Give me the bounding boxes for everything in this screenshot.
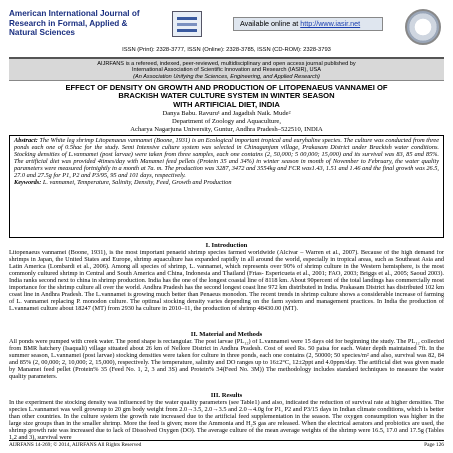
title-line-2: BRACKISH WATER CULTURE SYSTEM IN WINTER SEASON (118, 91, 335, 101)
methods-heading: II. Material and Methods (190, 331, 263, 338)
abstract-box (9, 135, 444, 238)
keywords-line (14, 180, 439, 187)
title-line-3: WITH ARTIFICIAL DIET, INDIA (173, 99, 280, 109)
keywords-label: Keywords: (14, 178, 42, 186)
results-paragraph: In the experiment the stocking density was influenced by the water quality parameters (see Table1) and also, indicated the reduction of survival rate at higher densities. The species L.vannamei was well grownup to 20 gm body weight from 2.0→3.5, 2.0→3.5 and 2.0→4.0g for P1, P2 and P3/15 days in Indian climate conditions, which is better than other countries. In the culture system the growth rate increased due to the artificial feed supplementation in the season. The oxygen consumption was higher in the large size groups than in the smaller shrimp. More the feed is given; more the Ammonia and H₂S gas are released. When the electrical aerators and probiotics are used, the shrimp growth rate was increased due to lack of Dissolved Oxygen (DO). The average culture of the mean average weights of the shrimp were 16.5, 17.0 and 17.5g (Tables 1,2 and 3), survival were (9, 400, 444, 441)
banner-line-2: International Association of Scientific Innovation and Research (IASIR), USA (131, 67, 322, 74)
title-line-1: EFFECT OF DENSITY ON GROWTH AND PRODUCTION OF LITOPENAEUS VANNAMEI OF (65, 83, 388, 92)
journal-header (9, 9, 444, 55)
banner-line-1: AIJRFANS is a refereed, indexed, peer-reviewed, multidisciplinary and open access journal published by (97, 61, 356, 67)
available-online-box (233, 17, 383, 31)
footer-page-number: Page 126 (424, 442, 444, 448)
footer-rule (9, 440, 444, 441)
results-heading: III. Results (210, 392, 243, 399)
abstract-text: The White leg shrimp Litopenaeus vannamei (Boone, 1931) is an Ecological important tropical and euryhaline species. The culture was conducted from three ponds each one of 0.5hac for the study. Semi Intensive culture system was selected in Chinaganjam village, Prakasam District under Brackish water conditions. Stocking densities of L.vannamei (post larvae) were taken from three samples, each one contains (2, 50,000; 5 00,000; 15,000) and its survival was 83, 85 and 85%. The artificial diet was provided 4times/day with Manamei feed pellets (Protein 35 and 34%) in winter season in month of November to February, the water quality parameters were measured fortnightly in a month at 7a. m. The production was 3287, 3472 and 3554kg and FCR was1.43, 1.51 and 1.46 and the final growth was 26.5, 27.0 and 27.5g for P1, P2 and P3/95, 95 and 101 days, respectively. (14, 137, 439, 179)
abstract-label: Abstract: (14, 137, 38, 144)
iasir-seal-icon (405, 9, 441, 45)
journal-title: American International Journal of Research in Formal, Applied & Natural Sciences (9, 9, 140, 38)
methods-paragraph: All ponds were pumped with creek water. The pond shape is rectangular. The post larvae (PL₁₂) of L.vannamei were 15 days old for beginning the study. The PL₁₂ collected from BMR hatchery (Isaquali) village situated about 26 km of Nellore District in Andhra Pradesh. Cost of seed Rs. 50 paisa for each. Water depth maintained 7ft. In the summer season, L.vannamei (post larvae) stocking densities were taken for culture in three ponds, each one contains (2, 50000; 50 species/m² and also, survival was 82, 84 and 85% (2, 00,000; 2, 10,000; 2, 15,000), respectively. The temperature, salinity and DO ranges up to 16±2°C, 12±2ppt and 4.0ppm/day. The artificial diet was given made by Manamei feed pellet (Protein% 35 (Feed No. 1, 2, 3 and 3S) and Protein% 34(Feed No. 3M)) The methodology includes standard techniques to measure the water quality parameters. (9, 339, 444, 380)
author-names: Danya Babu. Ravuru¹ and Jagadish Naik. Mude² (162, 110, 291, 117)
journal-banner (9, 57, 444, 81)
author-block (20, 110, 433, 133)
keywords-text: L. vannamei, Temperature, Salinity, Density, Feed, Growth and Production (42, 178, 232, 186)
banner-line-3: (An Association Unifying the Sciences, Engineering, and Applied Research) (133, 73, 320, 80)
introduction-paragraph: Litopenaeus vannamei (Boone, 1931), is the most important penaeid shrimp species farmed worldwide (Alcivar – Warren et al., 2007). Because of the high demand for shrimps in Japan, the United States and Europe, shrimp aquaculture has expanded rapidly in all around the world, especially in tropical areas, such as Southeast Asia and Latin America (Lombardi et al., 2006). Among all species of shrimp, L. vannamei, which represents over 90% of shrimp culture in the Western hemisphere, is the most commonly cultured shrimp in Central and South America and China, Indonesia and Thailand (Frias- Espericueta et al., 2001; FAO, 2003; Briggs et al., 2005; Saoud 2003). India ranks second next to china in shrimp production. India has the one of the longest coastal line of 8118 km. About 90percent of the total landings has commercially most importance for the shrimp culture all over the world. Andhra Pradesh has the second longest coast line 972 km distributed in India. Prakasam District has distributed 102 km coast line in Andhra Pradesh. The L.vannamei is growing much better than Penaeus monodon. The recent trends in shrimp culture shows a considerable increase of farming of L. vannamei replacing P. monodon culture. The optimal stocking density varies depending on the farm system and management practices. In India the production of L.vannamei culture about 18247 (MT) from 2930 ha culture in 2010–11, the production of shrimp 48430.00 (MT). (9, 250, 444, 312)
introduction-heading: I. Introduction (205, 242, 248, 249)
journal-url-link[interactable]: http://www.iasir.net (300, 19, 361, 28)
author-university: Acharya Nagarjuna University, Guntur, Andhra Pradesh–522510, INDIA (130, 125, 323, 133)
journal-logo-icon (172, 11, 202, 37)
online-prefix: Available online at (240, 19, 301, 28)
author-department: Department of Zoology and Aquaculture, (172, 117, 281, 125)
issn-line: ISSN (Print): 2328-3777, ISSN (Online): 2328-3785, ISSN (CD-ROM): 2328-3793 (122, 47, 331, 53)
footer-copyright: AIJRFANS 14-269; © 2014, AIJRFANS All Rights Reserved (9, 442, 142, 448)
paper-title (20, 84, 433, 109)
